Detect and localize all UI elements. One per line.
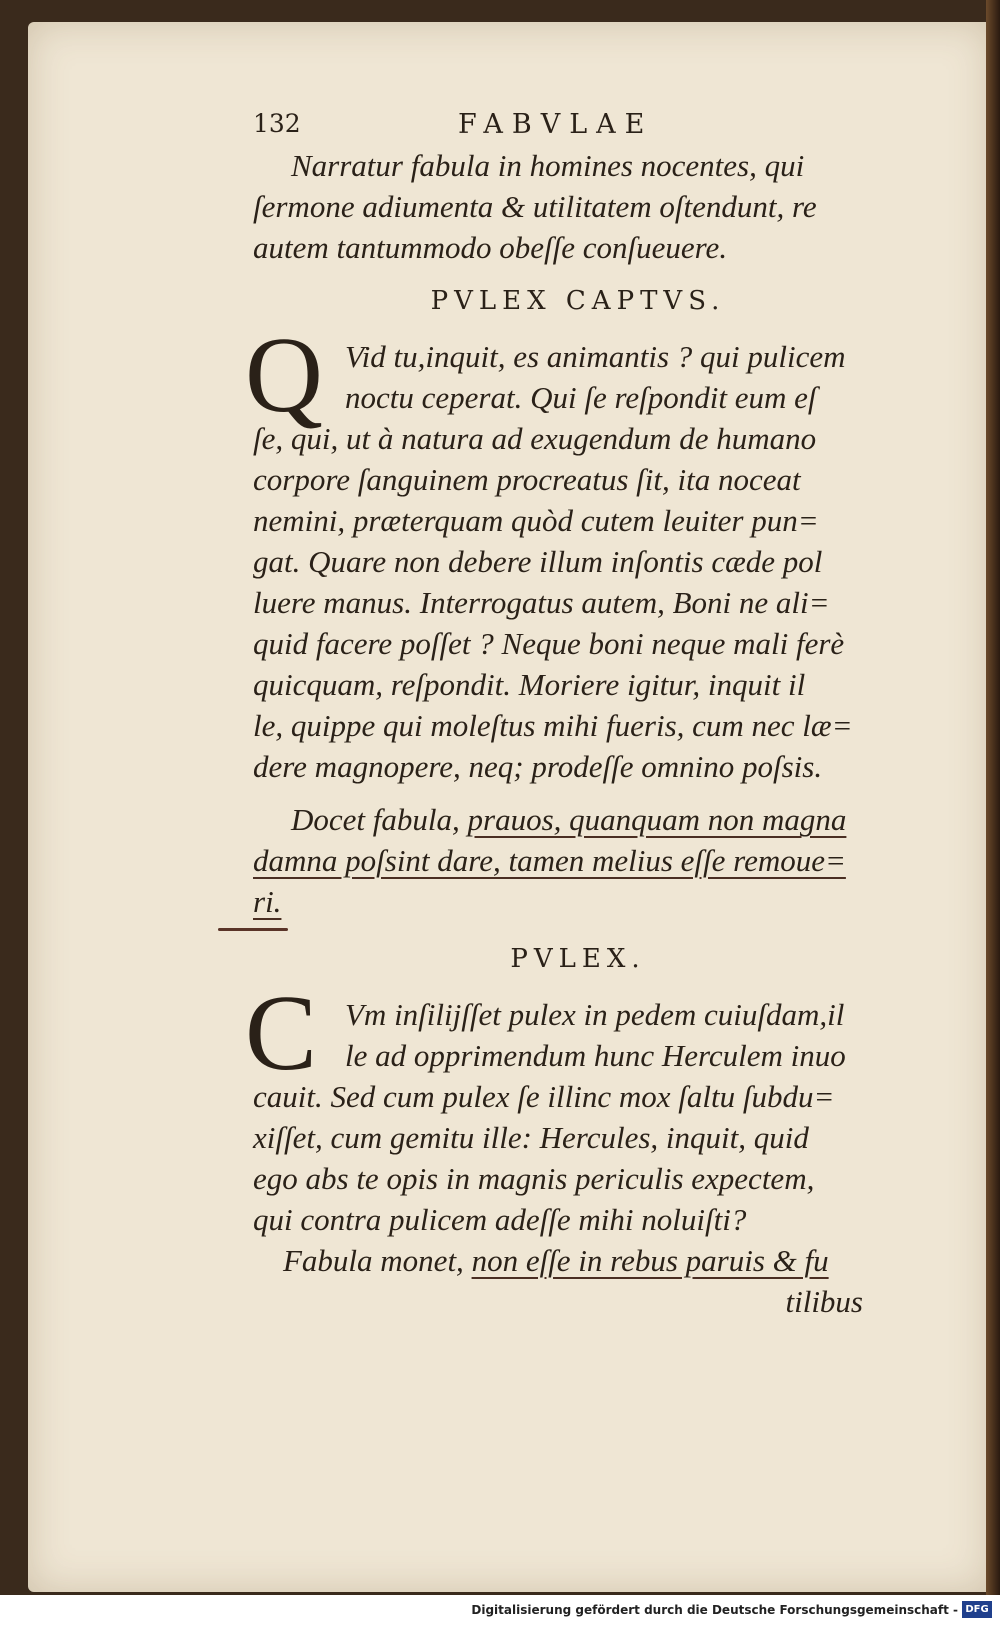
text-line: Narratur fabula in homines nocentes, qui <box>291 148 805 183</box>
moral-lead: Docet fabula, <box>291 802 468 837</box>
text-line <box>253 881 903 922</box>
text-line <box>253 1240 903 1281</box>
footer-credit: Digitalisierung gefördert durch die Deutsche Forschungsgemeinschaft - <box>471 1603 958 1617</box>
text-line: Vm inſilijſſet pulex in pedem cuiuſdam,il <box>345 997 845 1032</box>
fable-heading: PVLEX. <box>510 944 646 974</box>
text-line: qui contra pulicem adeſſe mihi noluiſti? <box>253 1202 747 1237</box>
text-line: cauit. Sed cum pulex ſe illinc mox ſaltu ſubdu= <box>253 1079 835 1114</box>
moral-lead: Fabula monet, <box>283 1243 472 1278</box>
text-line: gat. Quare non debere illum inſontis cæde pol <box>253 544 823 579</box>
digitization-footer <box>0 1598 1000 1625</box>
text-line: ego abs te opis in magnis periculis expectem, <box>253 1161 815 1196</box>
catchword: tilibus <box>785 1284 863 1319</box>
underlined-passage: non eſſe in rebus paruis & fu <box>471 1243 829 1278</box>
preceding-moral <box>253 145 903 268</box>
drop-cap: Q <box>245 316 323 435</box>
text-line: quid facere poſſet ? Neque boni neque mali ferè <box>253 626 845 661</box>
fable-moral <box>253 1240 903 1322</box>
page-number: 132 <box>253 109 301 138</box>
text-line: ſermone adiumenta & utilitatem oſtendunt, re <box>253 189 817 224</box>
running-head <box>253 103 903 145</box>
text-line: dere magnopere, neq; prodeſſe omnino poſsis. <box>253 749 823 784</box>
book-spine-edge <box>986 0 1000 1595</box>
text-block <box>245 103 903 1322</box>
underlined-passage: damna poſsint dare, tamen melius eſſe remoue= <box>253 843 846 878</box>
text-line: le ad opprimendum hunc Herculem inuo <box>345 1038 846 1073</box>
dfg-logo: DFG <box>962 1601 992 1618</box>
fable-body <box>245 316 903 787</box>
text-line: ſe, qui, ut à natura ad exugendum de humano <box>253 421 817 456</box>
text-line: autem tantummodo obeſſe conſueuere. <box>253 230 728 265</box>
underlined-passage: prauos, quanquam non magna <box>467 802 847 837</box>
underlined-passage: ri. <box>253 884 282 919</box>
text-line: luere manus. Interrogatus autem, Boni ne ali= <box>253 585 830 620</box>
text-line: nemini, præterquam quòd cutem leuiter pun= <box>253 503 819 538</box>
running-title: FABVLAE <box>458 109 654 140</box>
drop-cap: C <box>245 974 318 1093</box>
margin-annotation-stroke <box>218 928 288 931</box>
text-line: noctu ceperat. Qui ſe reſpondit eum eſ <box>345 380 817 415</box>
text-line: xiſſet, cum gemitu ille: Hercules, inquit, quid <box>253 1120 809 1155</box>
text-line: le, quippe qui moleſtus mihi fueris, cum nec læ= <box>253 708 853 743</box>
text-line <box>253 840 903 881</box>
text-line <box>253 799 903 840</box>
fable-body <box>245 974 903 1240</box>
fable-heading: PVLEX CAPTVS. <box>430 286 726 316</box>
fable-moral <box>253 799 903 922</box>
text-line: corpore ſanguinem procreatus ſit, ita noceat <box>253 462 801 497</box>
text-line: quicquam, reſpondit. Moriere igitur, inquit il <box>253 667 806 702</box>
text-line: Vid tu,inquit, es animantis ? qui pulicem <box>345 339 846 374</box>
